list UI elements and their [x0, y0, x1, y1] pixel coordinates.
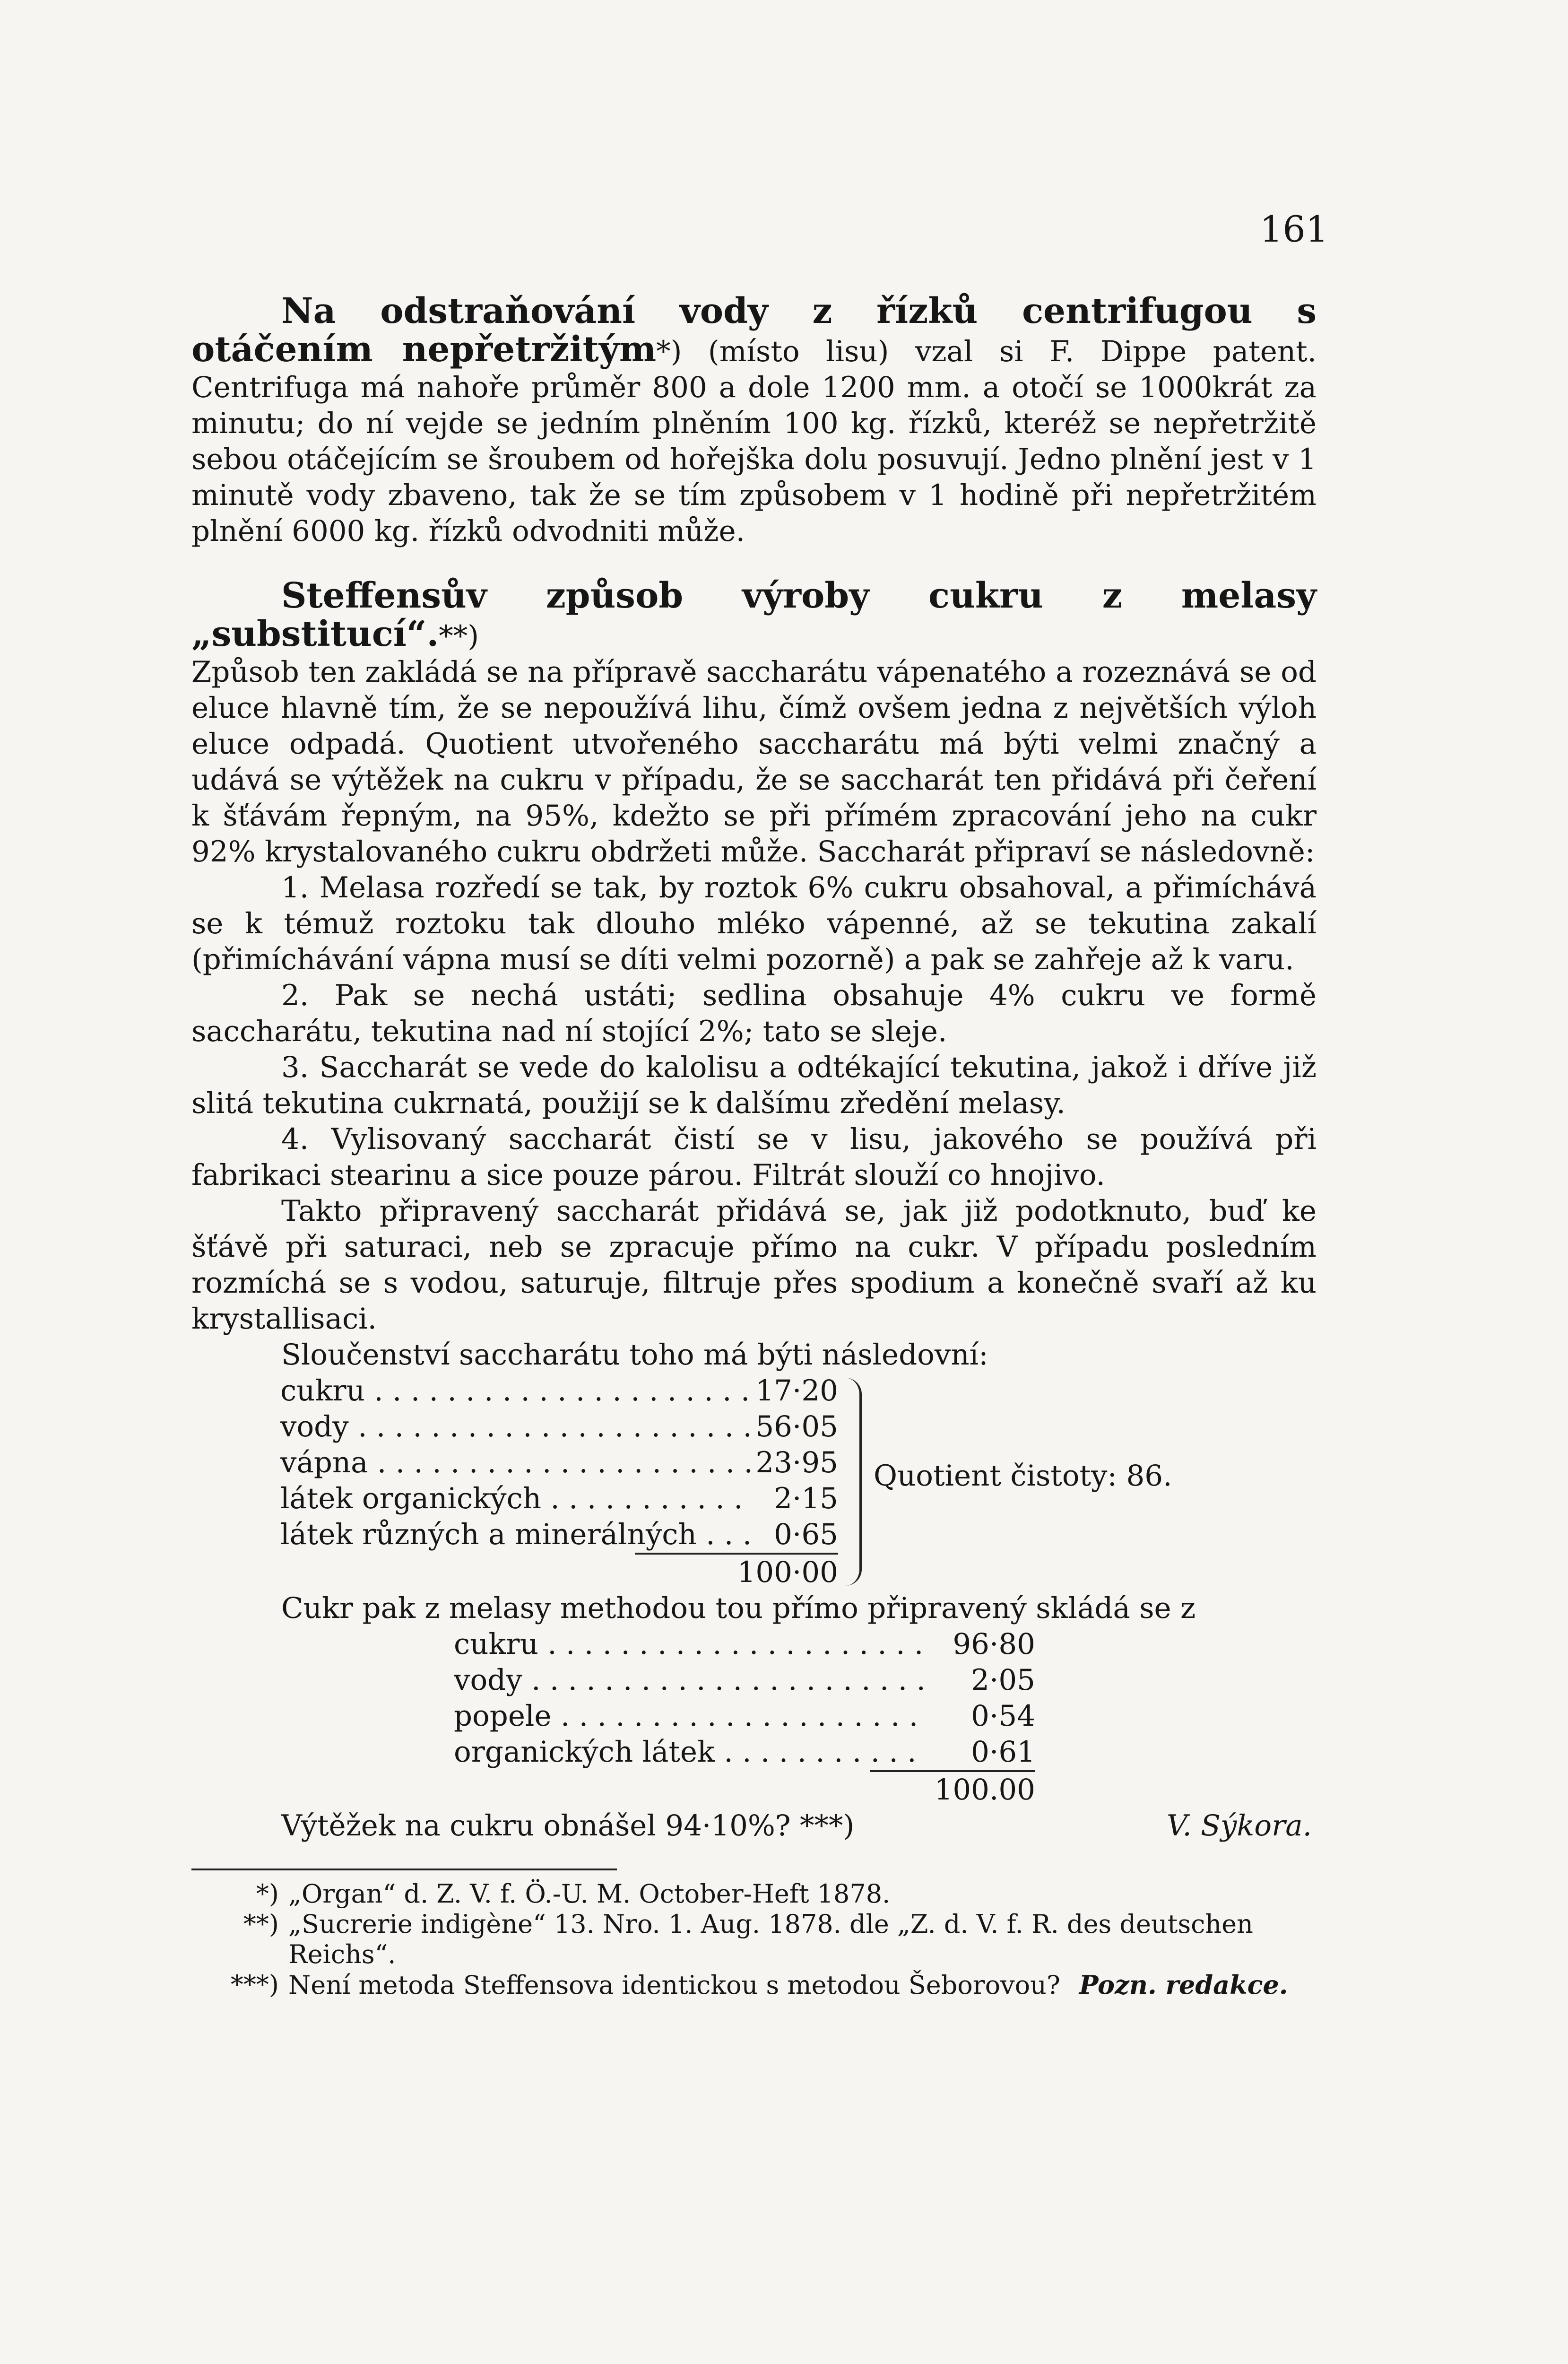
- table-2-total: 100.00: [870, 1770, 1035, 1808]
- row-label: cukru . . .: [280, 1373, 753, 1409]
- row-value: 56·05: [755, 1410, 838, 1443]
- section-1: [191, 293, 1317, 549]
- page-body: [191, 293, 1317, 2000]
- section-1-heading: Na odstraňování vody z řízků centrifugou s otáčením nepřetržitým: [191, 291, 1317, 370]
- footnote-text-group: [288, 1970, 1317, 2000]
- step-1: 1. Melasa rozředí se tak, by roztok 6% cukru obsahoval, a přimíchává se k témuž roztoku tak dlouho mléko vápenné, až se tekutina zakalí (přimíchávání vápna musí se díti velmi pozorně) a pak se zahřeje až k varu.: [191, 871, 1317, 976]
- yield-text-group: [281, 1808, 854, 1844]
- footnote-credit: Pozn. redakce.: [1079, 1970, 1288, 2000]
- row-value: 0·54: [971, 1699, 1035, 1733]
- right-brace: [845, 1378, 862, 1586]
- footnote-divider: [191, 1869, 617, 1870]
- step-3: 3. Saccharát se vede do kalolisu a odtékající tekutina, jakož i dříve již slitá tekutina cukrnatá, použijí se k dalšímu zředění melasy.: [191, 1051, 1317, 1120]
- row-label: cukru . . .: [454, 1626, 927, 1662]
- table-row: [454, 1626, 1257, 1662]
- section-1-footnote-mark: *): [656, 335, 682, 368]
- row-label: vody . . .: [280, 1409, 753, 1445]
- yield-footnote-mark: ***): [799, 1809, 855, 1843]
- row-label: vody . . .: [454, 1662, 927, 1698]
- section-2-paragraph-1: Způsob ten zakládá se na přípravě saccharátu vápenatého a rozeznává se od eluce hlavně tím, že se nepoužívá lihu, čímž ovšem jedna z největších výloh eluce odpadá. Quotient utvořeného saccharátu má býti velmi značný a udává se výtěžek na cukru v případu, že se saccharát ten přidává při čeření k šťávám řepným, na 95%, kdežto se při přímém zpracování jeho na cukr 92% krystalovaného cukru obdržeti může. Saccharát připraví se následovně:: [191, 655, 1317, 869]
- table-row: [454, 1734, 1257, 1770]
- section-2-paragraph-2: Takto připravený saccharát přidává se, jak již podotknuto, buď ke šťávě při saturaci, neb se zpracuje přímo na cukr. V případu posledním rozmíchá se s vodou, saturuje, filtruje přes spodium a konečně svaří až ku krystallisaci.: [191, 1194, 1317, 1336]
- footnote-text: Není metoda Steffensova identickou s metodou Šeborovou?: [288, 1970, 1060, 2000]
- row-label: látek organických . . .: [280, 1481, 753, 1517]
- table-row: [280, 1409, 1320, 1445]
- step-4: 4. Vylisovaný saccharát čistí se v lisu, jakového se používá při fabrikaci stearinu a sice pouze párou. Filtrát slouží co hnojivo.: [191, 1122, 1317, 1192]
- footnote: [191, 1909, 1317, 1970]
- row-value: 2·05: [971, 1663, 1035, 1697]
- yield-text: Výtěžek na cukru obnášel 94·10%?: [281, 1809, 791, 1843]
- row-value: 23·95: [755, 1446, 838, 1479]
- table-1-total: 100·00: [635, 1553, 838, 1590]
- row-label: látek různých a minerálných . . .: [280, 1517, 753, 1553]
- footnote-mark: ***): [230, 1970, 279, 1999]
- table-2-intro: Cukr pak z melasy methodou tou přímo připravený skládá se z: [281, 1591, 1196, 1625]
- footnote-text: „Organ“ d. Z. V. f. Ö.-U. M. October-Heft 1878.: [288, 1879, 891, 1909]
- row-label: organických látek . . .: [454, 1734, 927, 1770]
- row-label: vápna . . .: [280, 1445, 753, 1481]
- table-row: [454, 1698, 1257, 1734]
- page-number: 161: [1260, 208, 1329, 250]
- row-label: popele . . .: [454, 1698, 927, 1734]
- table-row: [280, 1517, 1320, 1553]
- table-1-intro: Sloučenství saccharátu toho má býti následovní:: [281, 1338, 988, 1372]
- section-1-text: (místo lisu) vzal si F. Dippe patent. Centrifuga má nahoře průměr 800 a dole 1200 mm. a otočí se 1000krát za minutu; do ní vejde se jedním plněním 100 kg. řízků, kteréž se nepřetržitě sebou otáčejícím se šroubem od hořejška dolu posuvují. Jedno plnění jest v 1 minutě vody zbaveno, tak že se tím způsobem v 1 hodině při nepřetržitém plnění 6000 kg. řízků odvodniti může.: [191, 335, 1317, 548]
- row-value: 96·80: [953, 1627, 1035, 1661]
- footnote-mark: **): [243, 1909, 279, 1939]
- composition-table: [280, 1373, 1320, 1590]
- footnote-text: „Sucrerie indigène“ 13. Nro. 1. Aug. 1878. dle „Z. d. V. f. R. des deutschen Reichs“.: [288, 1909, 1253, 1969]
- row-value: 2·15: [774, 1482, 838, 1515]
- footnote: [191, 1970, 1317, 2000]
- row-value: 17·20: [755, 1374, 838, 1408]
- section-2-footnote-mark: **): [439, 619, 479, 653]
- footnote-mark: *): [256, 1879, 279, 1909]
- table-row: [454, 1662, 1257, 1698]
- quotient-note: Quotient čistoty: 86.: [874, 1459, 1172, 1493]
- yield-line: [191, 1808, 1317, 1844]
- footnote: [191, 1879, 1317, 1909]
- row-value: 0·61: [971, 1735, 1035, 1769]
- row-value: 0·65: [774, 1518, 838, 1551]
- section-2-heading: Steffensův způsob výroby cukru z melasy „substitucí“.: [191, 575, 1317, 654]
- table-row: [280, 1373, 1320, 1409]
- step-2: 2. Pak se nechá ustáti; sedlina obsahuje 4% cukru ve formě saccharátu, tekutina nad ní stojící 2%; tato se sleje.: [191, 979, 1317, 1048]
- sugar-composition-table: [454, 1626, 1257, 1808]
- section-2-heading-line: [191, 575, 1317, 654]
- author-signature: V. Sýkora.: [1166, 1809, 1312, 1843]
